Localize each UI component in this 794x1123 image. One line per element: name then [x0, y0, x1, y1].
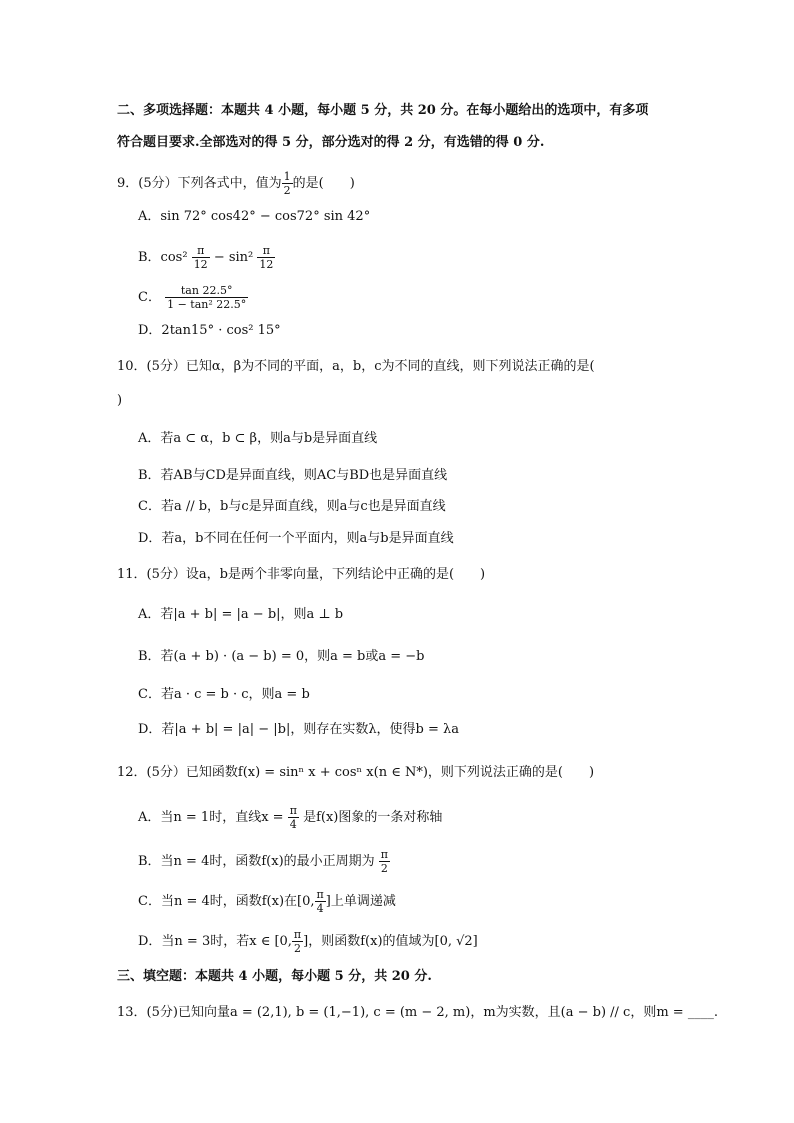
q12-option-a	[138, 804, 442, 831]
q10-option-d: D．若a，b不同在任何一个平面内，则a与b是异面直线	[138, 531, 454, 546]
q9-option-d: D．2tan15° · cos² 15°	[138, 323, 281, 338]
q12-b-frac	[379, 848, 390, 875]
q12-a-frac-num: π	[289, 804, 297, 817]
q12-c-pre: C．当n = 4时，函数f(x)在[0,	[138, 894, 315, 909]
q9-c-frac-num: tan 22.5°	[165, 284, 248, 298]
q9-stem-prefix: 9．(5分）下列各式中，值为	[117, 176, 282, 191]
q11-option-b: B．若(a + b) · (a − b) = 0，则a = b或a = −b	[138, 649, 425, 664]
q12-d-pre: D．当n = 3时，若x ∈ [0,	[138, 934, 292, 949]
q12-c-post: ]上单调递减	[325, 894, 396, 909]
q12-d-frac-den: 2	[294, 942, 302, 955]
q12-option-c	[138, 888, 396, 915]
q9-c-frac-den: 1 − tan² 22.5°	[167, 298, 247, 311]
q12-b-frac-num: π	[380, 848, 389, 861]
q12-c-frac-den: 4	[316, 902, 324, 915]
section2-heading-line1: 二、多项选择题：本题共 4 小题，每小题 5 分，共 20 分。在每小题给出的选项中，有多项	[117, 103, 649, 118]
q12-a-frac	[288, 804, 299, 831]
question-12-stem: 12．(5分）已知函数f(x) = sinⁿ x + cosⁿ x(n ∈ N*)，则下列说法正确的是( )	[117, 765, 595, 780]
q12-b-pre: B．当n = 4时，函数f(x)的最小正周期为	[138, 854, 375, 869]
q12-option-d	[138, 928, 478, 955]
q9-fraction-den: 2	[283, 184, 291, 197]
q12-c-frac	[315, 888, 326, 915]
q10-option-c: C．若a // b，b与c是异面直线，则a与c也是异面直线	[138, 499, 446, 514]
q12-a-post: 是f(x)图象的一条对称轴	[303, 810, 443, 825]
q9-b-frac1-den: 12	[193, 258, 208, 271]
q9-b-frac2	[257, 244, 275, 271]
q12-d-frac-num: π	[293, 928, 302, 941]
q9-fraction	[282, 170, 293, 197]
q9-b-mid: − sin²	[213, 250, 254, 265]
q12-d-frac	[292, 928, 303, 955]
question-11-stem: 11．(5分）设a，b是两个非零向量，下列结论中正确的是( )	[117, 567, 486, 582]
q9-option-a: A．sin 72° cos42° − cos72° sin 42°	[138, 209, 371, 224]
question-9-stem	[117, 170, 355, 197]
q12-a-frac-den: 4	[289, 818, 297, 831]
q12-a-pre: A．当n = 1时，直线x =	[138, 810, 284, 825]
q9-b-frac1-num: π	[192, 244, 210, 258]
q12-c-frac-num: π	[316, 888, 324, 901]
q9-c-pre: C．	[138, 290, 161, 305]
q12-d-post: ]，则函数f(x)的值域为[0, √2]	[303, 934, 478, 949]
q9-b-frac1	[192, 244, 210, 271]
q12-b-frac-den: 2	[380, 862, 388, 875]
section2-heading-line2: 符合题目要求.全部选对的得 5 分，部分选对的得 2 分，有选错的得 0 分.	[117, 135, 545, 150]
q9-stem-suffix: 的是( )	[292, 176, 355, 191]
q9-c-frac	[165, 284, 248, 311]
q9-b-frac2-den: 12	[259, 258, 274, 271]
q9-option-c	[138, 284, 248, 311]
q9-b-frac2-num: π	[257, 244, 275, 258]
question-10-stem-line2: )	[117, 393, 123, 408]
q11-option-d: D．若|a + b| = |a| − |b|，则存在实数λ，使得b = λa	[138, 722, 460, 737]
section3-heading: 三、填空题：本题共 4 小题，每小题 5 分，共 20 分.	[117, 969, 432, 984]
q9-option-b	[138, 244, 275, 271]
q9-fraction-num: 1	[283, 170, 291, 183]
q9-b-pre: B．cos²	[138, 250, 188, 265]
q11-option-c: C．若a · c = b · c，则a = b	[138, 687, 310, 702]
q10-option-b: B．若AB与CD是异面直线，则AC与BD也是异面直线	[138, 468, 448, 483]
q12-option-b	[138, 848, 390, 875]
question-10-stem-line1: 10．(5分）已知α，β为不同的平面，a，b，c为不同的直线，则下列说法正确的是(	[117, 359, 595, 374]
q11-option-a: A．若|a + b| = |a − b|，则a ⊥ b	[138, 607, 344, 622]
q10-option-a: A．若a ⊂ α，b ⊂ β，则a与b是异面直线	[138, 431, 378, 446]
question-13-stem: 13．(5分)已知向量a = (2,1), b = (1,−1), c = (m − 2, m)，m为实数，且(a − b) // c，则m = ____.	[117, 1005, 718, 1020]
